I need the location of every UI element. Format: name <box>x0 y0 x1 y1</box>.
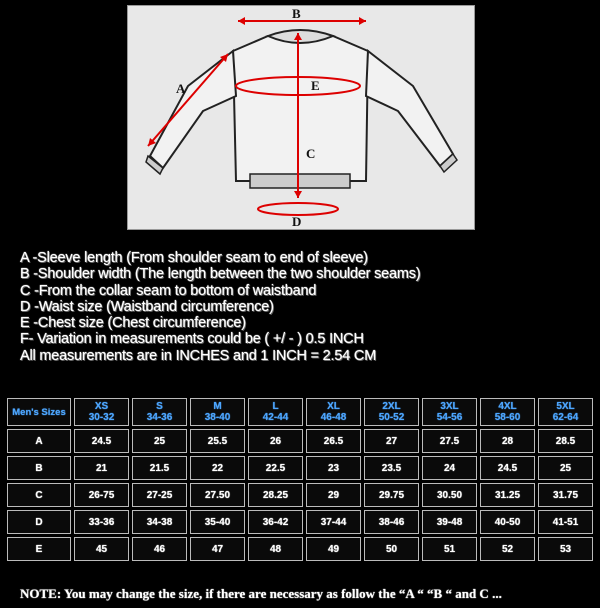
label-a: A <box>176 81 186 96</box>
table-cell: 48 <box>248 537 303 561</box>
table-cell: 36-42 <box>248 510 303 534</box>
size-header-2xl <box>364 398 419 426</box>
legend-line-units: All measurements are in INCHES and 1 INCH = 2.54 CM <box>20 347 377 364</box>
row-label: A <box>7 429 71 453</box>
size-name: M <box>213 401 222 412</box>
size-name: L <box>272 401 279 412</box>
label-c: C <box>306 146 316 161</box>
table-cell: 21 <box>74 456 129 480</box>
table-cell: 23 <box>306 456 361 480</box>
size-range: 38-40 <box>204 412 231 423</box>
table-cell: 47 <box>190 537 245 561</box>
size-header-s <box>132 398 187 426</box>
size-range: 50-52 <box>378 412 405 423</box>
table-cell: 29.75 <box>364 483 419 507</box>
table-cell: 24 <box>422 456 477 480</box>
jacket-sketch <box>128 6 474 229</box>
table-cell: 22 <box>190 456 245 480</box>
size-name: S <box>156 401 163 412</box>
table-cell: 51 <box>422 537 477 561</box>
table-cell: 28 <box>480 429 535 453</box>
row-label: B <box>7 456 71 480</box>
table-row-b <box>7 456 593 480</box>
table-cell: 33-36 <box>74 510 129 534</box>
legend-line-d: D -Waist size (Waistband circumference) <box>20 298 274 315</box>
table-cell: 27.5 <box>422 429 477 453</box>
table-cell: 28.25 <box>248 483 303 507</box>
table-cell: 37-44 <box>306 510 361 534</box>
table-cell: 26.5 <box>306 429 361 453</box>
table-cell: 24.5 <box>480 456 535 480</box>
table-cell: 23.5 <box>364 456 419 480</box>
legend-line-f: F- Variation in measurements could be ( +/ - ) 0.5 INCH <box>20 331 364 348</box>
legend-line-e: E -Chest size (Chest circumference) <box>20 315 246 332</box>
table-cell: 27-25 <box>132 483 187 507</box>
size-header-l <box>248 398 303 426</box>
size-range: 62-64 <box>552 412 579 423</box>
table-cell: 22.5 <box>248 456 303 480</box>
row-label: D <box>7 510 71 534</box>
size-name: XS <box>94 401 109 412</box>
table-cell: 29 <box>306 483 361 507</box>
size-name: 5XL <box>556 401 575 412</box>
table-cell: 45 <box>74 537 129 561</box>
size-header-5xl <box>538 398 593 426</box>
table-cell: 31.25 <box>480 483 535 507</box>
jacket-measurement-diagram <box>127 5 475 230</box>
table-cell: 25 <box>132 429 187 453</box>
size-name: 4XL <box>498 401 517 412</box>
table-cell: 24.5 <box>74 429 129 453</box>
size-range: 54-56 <box>436 412 463 423</box>
table-cell: 50 <box>364 537 419 561</box>
size-range: 58-60 <box>494 412 521 423</box>
label-e: E <box>311 78 320 93</box>
table-cell: 46 <box>132 537 187 561</box>
table-cell: 26 <box>248 429 303 453</box>
size-range: 46-48 <box>320 412 347 423</box>
size-name: 3XL <box>440 401 459 412</box>
size-header-4xl <box>480 398 535 426</box>
table-cell: 34-38 <box>132 510 187 534</box>
table-cell: 49 <box>306 537 361 561</box>
legend-line-a: A -Sleeve length (From shoulder seam to end of sleeve) <box>20 250 368 266</box>
table-cell: 25 <box>538 456 593 480</box>
table-row-a <box>7 429 593 453</box>
table-cell: 39-48 <box>422 510 477 534</box>
size-range: 30-32 <box>88 412 115 423</box>
table-cell: 30.50 <box>422 483 477 507</box>
size-header-xl <box>306 398 361 426</box>
measurement-legend <box>20 250 590 364</box>
mens-sizes-header: Men's Sizes <box>7 398 71 426</box>
size-name: XL <box>327 401 340 412</box>
legend-line-b: B -Shoulder width (The length between the two shoulder seams) <box>20 266 421 283</box>
table-cell: 21.5 <box>132 456 187 480</box>
table-cell: 52 <box>480 537 535 561</box>
table-row-c <box>7 483 593 507</box>
legend-line-c: C -From the collar seam to bottom of waistband <box>20 282 317 299</box>
row-label: E <box>7 537 71 561</box>
size-header-row <box>7 398 593 426</box>
size-range: 42-44 <box>262 412 289 423</box>
label-d: D <box>292 214 302 229</box>
table-cell: 31.75 <box>538 483 593 507</box>
size-change-note: NOTE: You may change the size, if there are necessary as follow the “A “ “B “ and C ... <box>20 586 502 601</box>
size-header-xs <box>74 398 129 426</box>
size-header-3xl <box>422 398 477 426</box>
table-cell: 40-50 <box>480 510 535 534</box>
row-label: C <box>7 483 71 507</box>
table-cell: 27 <box>364 429 419 453</box>
size-range: 34-36 <box>146 412 173 423</box>
table-cell: 53 <box>538 537 593 561</box>
table-cell: 26-75 <box>74 483 129 507</box>
size-name: 2XL <box>382 401 401 412</box>
table-row-d <box>7 510 593 534</box>
table-row-e <box>7 537 593 561</box>
table-cell: 41-51 <box>538 510 593 534</box>
table-cell: 35-40 <box>190 510 245 534</box>
label-b: B <box>292 6 301 21</box>
table-cell: 28.5 <box>538 429 593 453</box>
table-cell: 25.5 <box>190 429 245 453</box>
table-cell: 27.50 <box>190 483 245 507</box>
size-chart-table <box>4 395 596 564</box>
size-header-m <box>190 398 245 426</box>
table-cell: 38-46 <box>364 510 419 534</box>
